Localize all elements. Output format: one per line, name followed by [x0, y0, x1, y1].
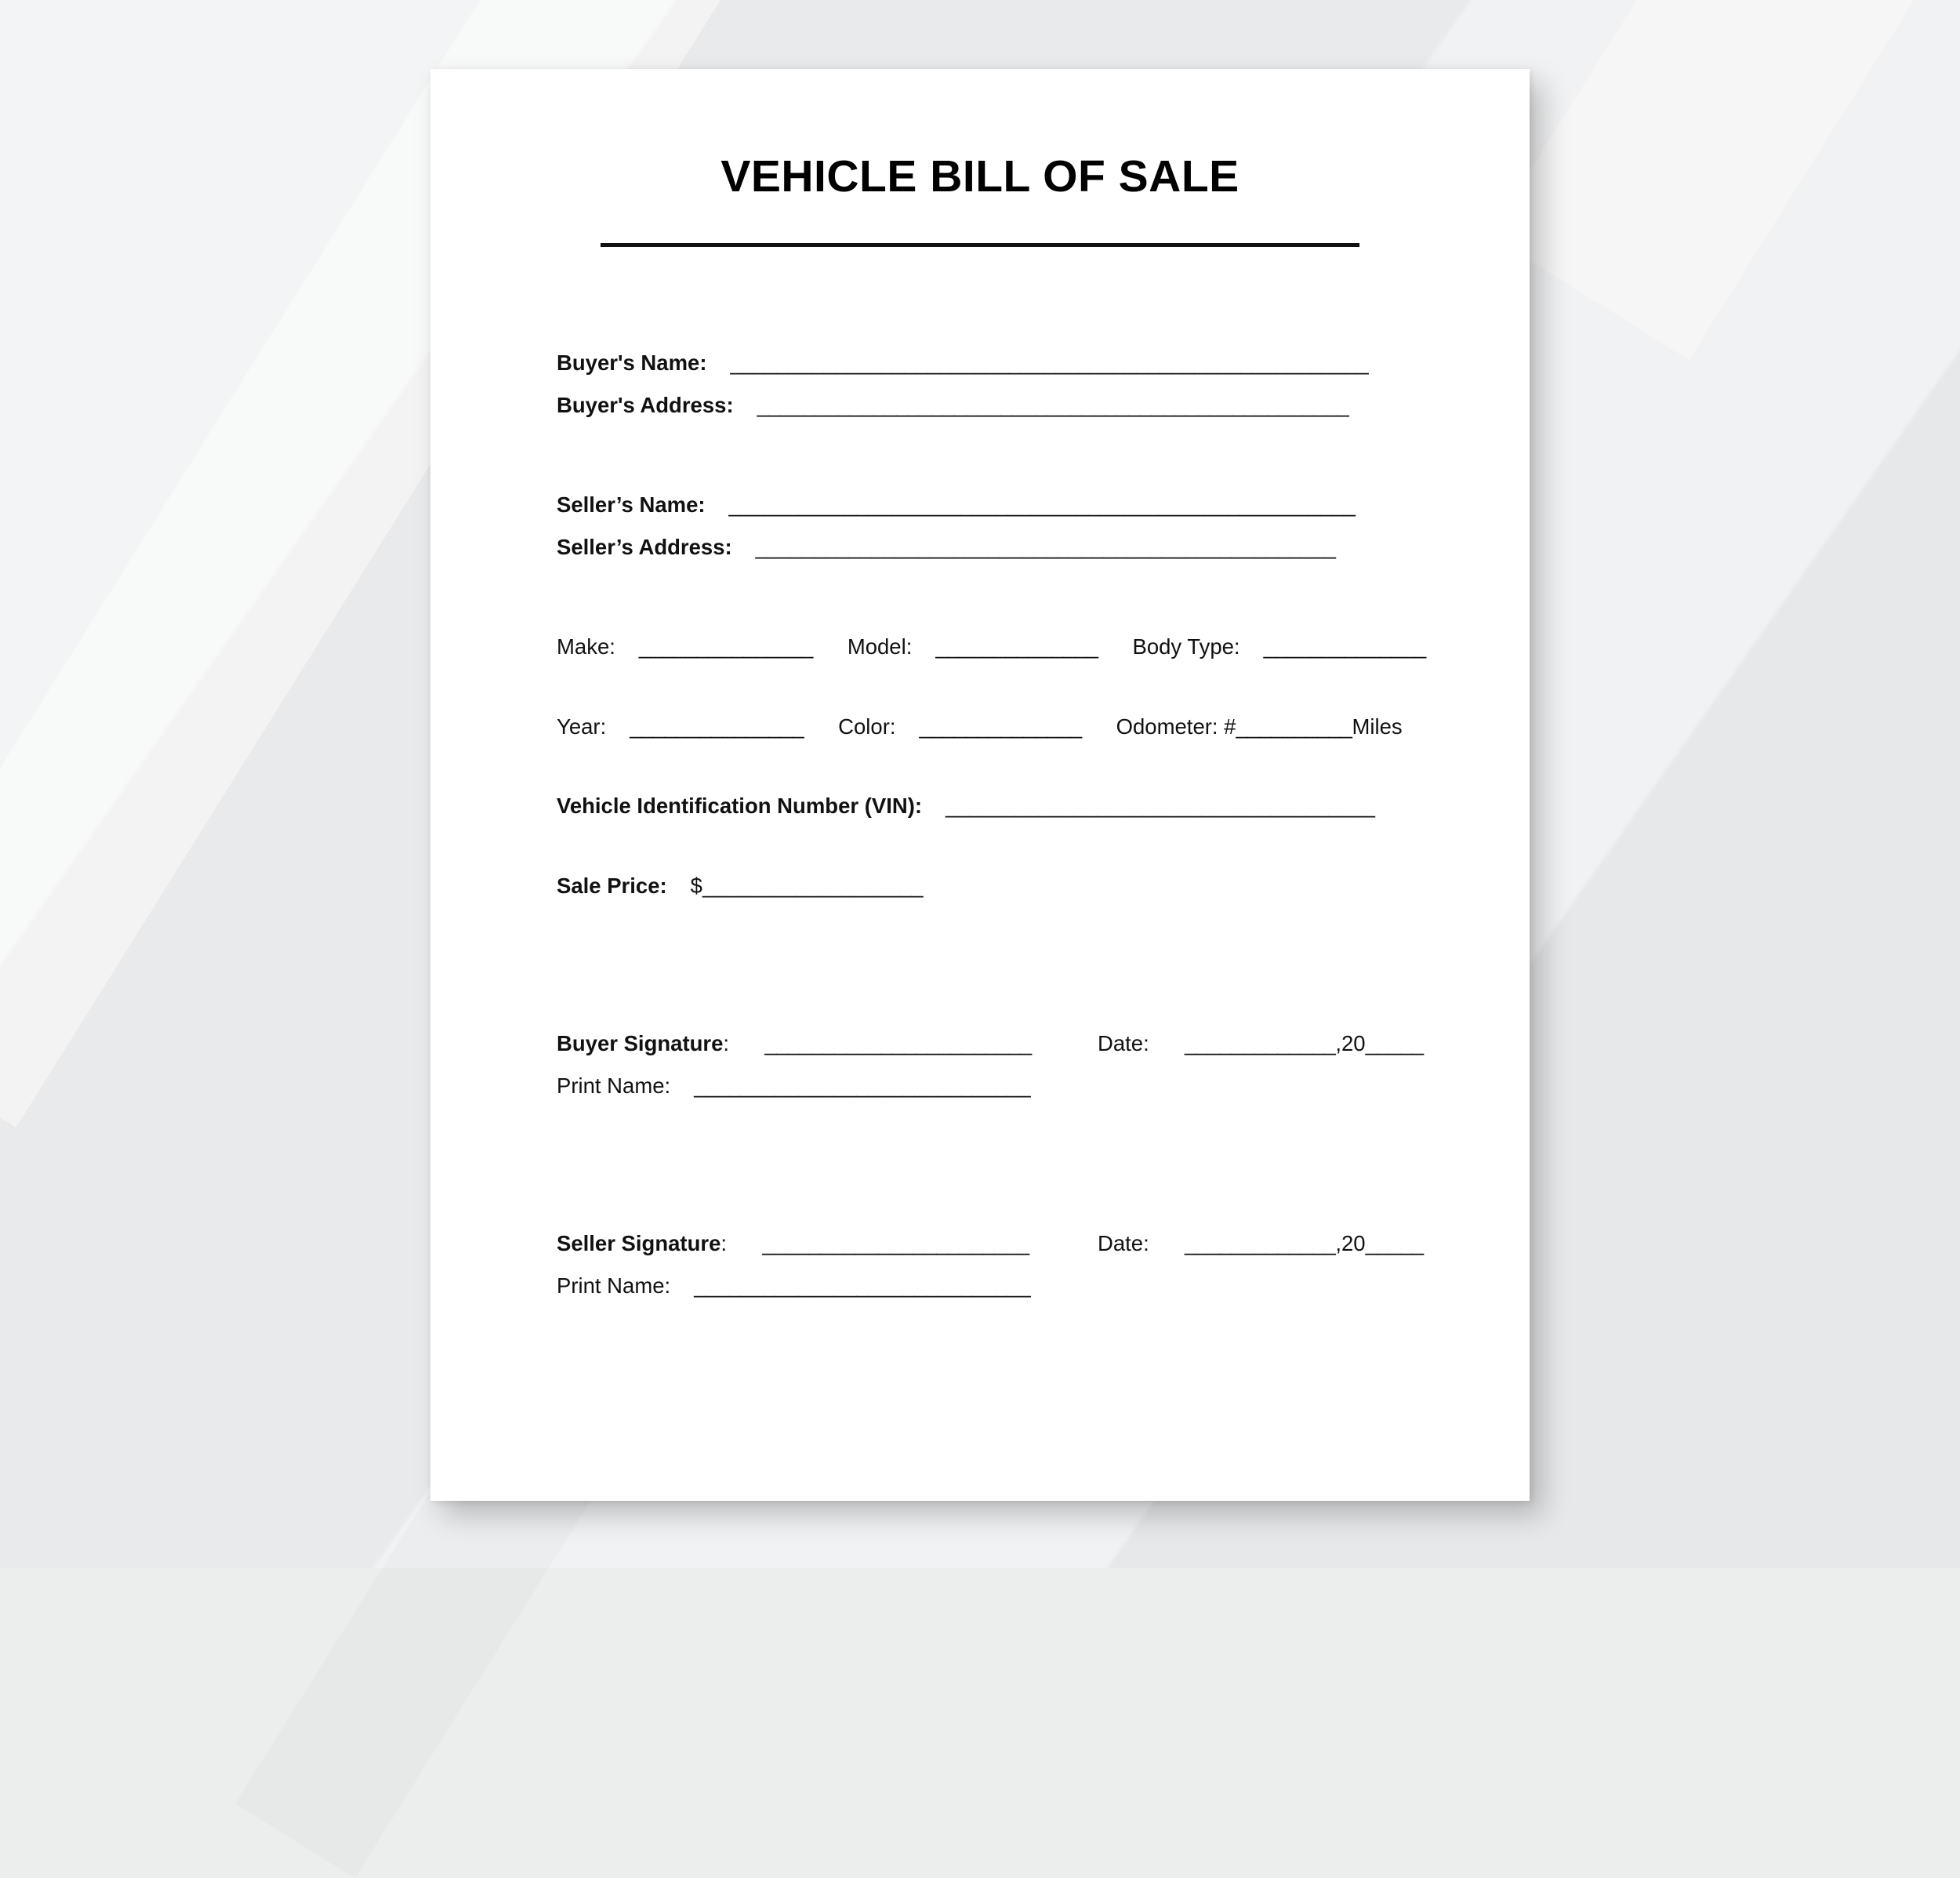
buyer-signature-group	[557, 1033, 1098, 1055]
buyer-print-name-input[interactable]: _____________________________	[694, 1073, 1031, 1098]
buyer-signature-label: Buyer Signature	[557, 1031, 724, 1055]
seller-date-year-input[interactable]: _____	[1365, 1231, 1424, 1255]
buyer-print-name-label: Print Name:	[557, 1073, 671, 1098]
seller-address-input[interactable]: __________________________________________________	[755, 534, 1336, 559]
buyer-date-input[interactable]: _____________	[1185, 1031, 1336, 1055]
seller-address-row	[557, 536, 1467, 558]
buyer-date-year-prefix: ,20	[1335, 1031, 1366, 1055]
vin-label: Vehicle Identification Number (VIN):	[557, 794, 923, 818]
buyer-signature-colon: :	[723, 1031, 730, 1055]
make-input[interactable]: _______________	[638, 634, 813, 659]
buyer-print-name-row	[557, 1075, 1467, 1097]
seller-signature-label: Seller Signature	[557, 1231, 721, 1255]
buyer-address-row	[557, 394, 1467, 416]
year-input[interactable]: _______________	[630, 714, 804, 739]
vin-input[interactable]: _____________________________________	[946, 794, 1375, 818]
vin-row	[557, 795, 1467, 817]
seller-signature-input[interactable]: _______________________	[762, 1231, 1029, 1255]
buyer-name-input[interactable]: _______________________________________________________	[730, 351, 1369, 375]
odometer-unit-label: Miles	[1352, 714, 1403, 739]
buyer-signature-row	[557, 1033, 1467, 1055]
seller-date-input[interactable]: _____________	[1185, 1231, 1336, 1255]
seller-address-label: Seller’s Address:	[557, 534, 732, 559]
buyer-signature-input[interactable]: _______________________	[764, 1031, 1032, 1055]
vehicle-make-model-body-row	[557, 636, 1467, 658]
background-streak	[1490, 0, 1960, 360]
sale-price-input[interactable]: ___________________	[702, 873, 924, 898]
model-label: Model:	[847, 634, 913, 659]
buyer-address-input[interactable]: ___________________________________________________	[757, 392, 1349, 417]
vehicle-year-color-odometer-row	[557, 716, 1467, 738]
seller-print-name-row	[557, 1275, 1467, 1297]
buyer-date-group	[1098, 1033, 1424, 1055]
document-page	[430, 69, 1530, 1501]
seller-print-name-input[interactable]: _____________________________	[694, 1273, 1031, 1298]
buyer-name-row	[557, 352, 1467, 374]
buyer-name-label: Buyer's Name:	[557, 351, 707, 375]
buyer-date-label: Date:	[1098, 1031, 1149, 1055]
buyer-date-year-input[interactable]: _____	[1365, 1031, 1424, 1055]
color-input[interactable]: ______________	[919, 714, 1082, 739]
seller-name-row	[557, 494, 1467, 516]
document-content	[430, 69, 1530, 1501]
seller-signature-group	[557, 1233, 1098, 1255]
odometer-input[interactable]: __________	[1236, 714, 1352, 739]
sale-price-row	[557, 875, 1467, 897]
buyer-address-label: Buyer's Address:	[557, 392, 734, 417]
body-type-label: Body Type:	[1132, 634, 1240, 659]
make-label: Make:	[557, 634, 615, 659]
page-title: VEHICLE BILL OF SALE	[720, 151, 1240, 202]
form-body	[430, 247, 1530, 1296]
odometer-label: Odometer: #	[1116, 714, 1236, 739]
seller-signature-colon: :	[720, 1231, 728, 1255]
sale-price-label: Sale Price:	[557, 873, 667, 898]
currency-symbol: $	[690, 873, 702, 898]
seller-name-label: Seller’s Name:	[557, 492, 706, 517]
seller-name-input[interactable]: ______________________________________________________	[728, 492, 1356, 517]
year-label: Year:	[557, 714, 607, 739]
seller-date-label: Date:	[1098, 1231, 1149, 1255]
seller-date-year-prefix: ,20	[1335, 1231, 1366, 1255]
seller-print-name-label: Print Name:	[557, 1273, 671, 1298]
body-type-input[interactable]: ______________	[1263, 634, 1426, 659]
model-input[interactable]: ______________	[935, 634, 1098, 659]
seller-signature-row	[557, 1233, 1467, 1255]
seller-date-group	[1098, 1233, 1424, 1255]
color-label: Color:	[838, 714, 896, 739]
